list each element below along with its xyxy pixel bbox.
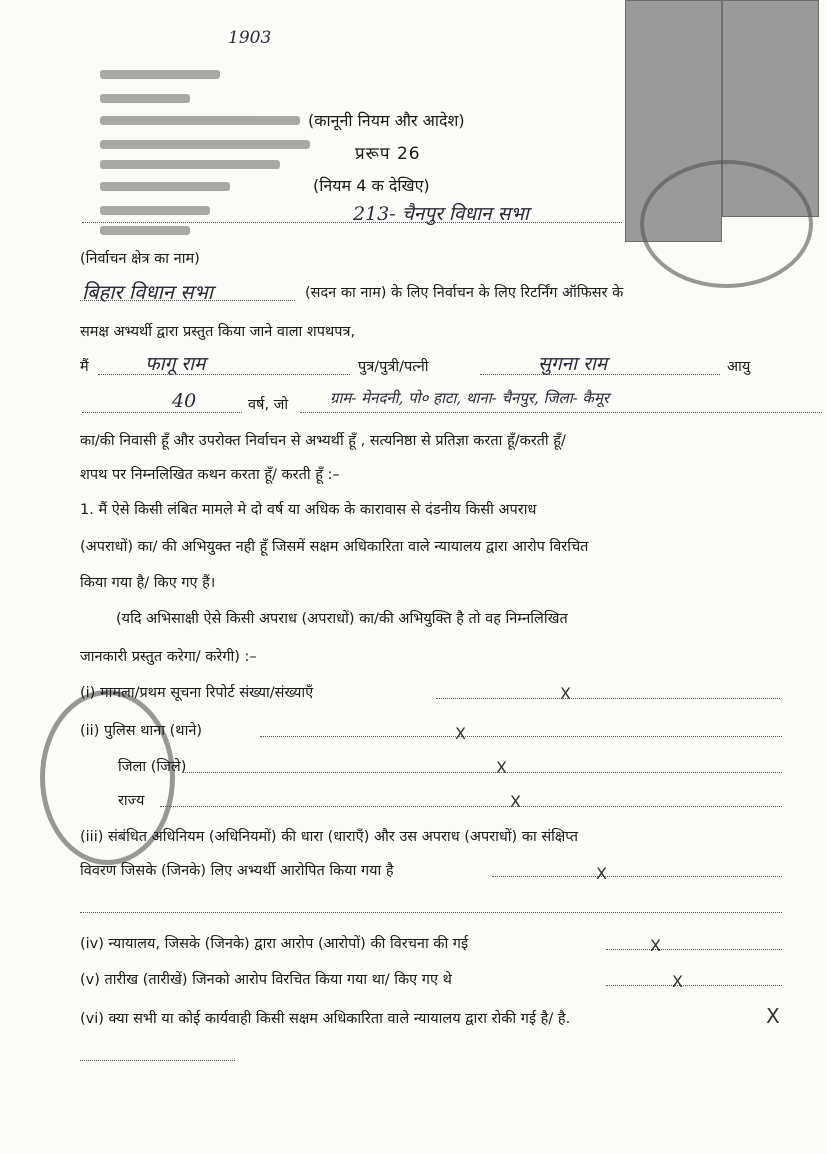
cross-mark: X xyxy=(672,972,683,991)
line-resident: का/की निवासी हूँ और उपरोक्त निर्वाचन से अभ्यर्थी हूँ , सत्यनिष्ठा से प्रतिज्ञा करता हूँ/करती हूँ/ xyxy=(80,433,566,449)
para1-b: (अपराधों) का/ की अभियुक्त नही हूँ जिसमें सक्षम अधिकारिता वाले न्यायालय द्वारा आरोप विरचित xyxy=(80,539,589,555)
cross-mark: X xyxy=(496,758,507,777)
para1-c: किया गया है/ किए गए हैं। xyxy=(80,575,216,591)
item-iii-b: विवरण जिसके (जिनके) लिए अभ्यर्थी आरोपित किया गया है xyxy=(80,863,394,879)
cross-mark: X xyxy=(596,864,607,883)
item-district: जिला (जिले) xyxy=(118,759,187,775)
line-affidavit: समक्ष अभ्यर्थी द्वारा प्रस्तुत किया जाने वाला शपथपत्र, xyxy=(80,324,356,340)
item-i: (i) मामला/प्रथम सूचना रिपोर्ट संख्या/संख्याएँ xyxy=(80,685,314,701)
top-number: 1903 xyxy=(228,28,272,48)
father-value: सुगना राम xyxy=(538,353,608,375)
cross-mark: X xyxy=(766,1004,780,1028)
cross-mark: X xyxy=(455,724,466,743)
item-iv: (iv) न्यायालय, जिसके (जिनके) द्वारा आरोप (आरोपों) की विरचना की गई xyxy=(80,936,469,952)
item-v: (v) तारीख (तारीखें) जिनको आरोप विरचित किया गया था/ किए गए थे xyxy=(80,972,452,988)
address-value: ग्राम- मेनदनी, पो० हाटा, थाना- चैनपुर, जिला- कैमूर xyxy=(330,389,610,407)
para1-a: 1. मैं ऐसे किसी लंबित मामले मे दो वर्ष या अधिक के कारावास से दंडनीय किसी अपराध xyxy=(80,502,537,518)
form-number: प्ररूप 26 xyxy=(355,144,421,164)
item-ii: (ii) पुलिस थाना (थाने) xyxy=(80,723,203,739)
label-years: वर्ष, जो xyxy=(248,397,289,413)
cross-mark: X xyxy=(650,936,661,955)
header-title: (कानूनी नियम और आदेश) xyxy=(308,111,465,130)
seal-stamp xyxy=(640,160,813,288)
constituency-label: (निर्वाचन क्षेत्र का नाम) xyxy=(80,251,200,267)
item-vi: (vi) क्या सभी या कोई कार्यवाही किसी सक्षम अधिकारिता वाले न्यायालय द्वारा रोकी गई है/ है. xyxy=(80,1011,571,1027)
constituency-value: 213- चैनपुर विधान सभा xyxy=(353,203,529,225)
para2-a: (यदि अभिसाक्षी ऐसे किसी अपराध (अपराधों) का/की अभियुक्ति है तो वह निम्नलिखित xyxy=(116,611,568,627)
item-iii-a: (iii) संबंधित अधिनियम (अधिनियमों) की धारा (धाराएँ) और उस अपराध (अपराधों) का संक्षिप्त xyxy=(80,829,579,845)
label-i-am: मैं xyxy=(80,359,89,375)
house-value: बिहार विधान सभा xyxy=(82,280,213,304)
name-value: फागू राम xyxy=(145,353,206,375)
line-oath: शपथ पर निम्नलिखित कथन करता हूँ/ करती हूँ :– xyxy=(80,467,340,483)
label-son-of: पुत्र/पुत्री/पत्नी xyxy=(358,359,429,375)
age-value: 40 xyxy=(172,390,197,412)
para2-b: जानकारी प्रस्तुत करेगा/ करेगी) :– xyxy=(80,649,257,665)
label-age: आयु xyxy=(727,359,751,375)
house-label: (सदन का नाम) के लिए निर्वाचन के लिए रिटर्निंग ऑफिसर के xyxy=(305,285,624,301)
cross-mark: X xyxy=(510,792,521,811)
cross-mark: X xyxy=(560,684,571,703)
rule-ref: (नियम 4 क देखिए) xyxy=(313,176,430,195)
item-state: राज्य xyxy=(118,793,145,809)
